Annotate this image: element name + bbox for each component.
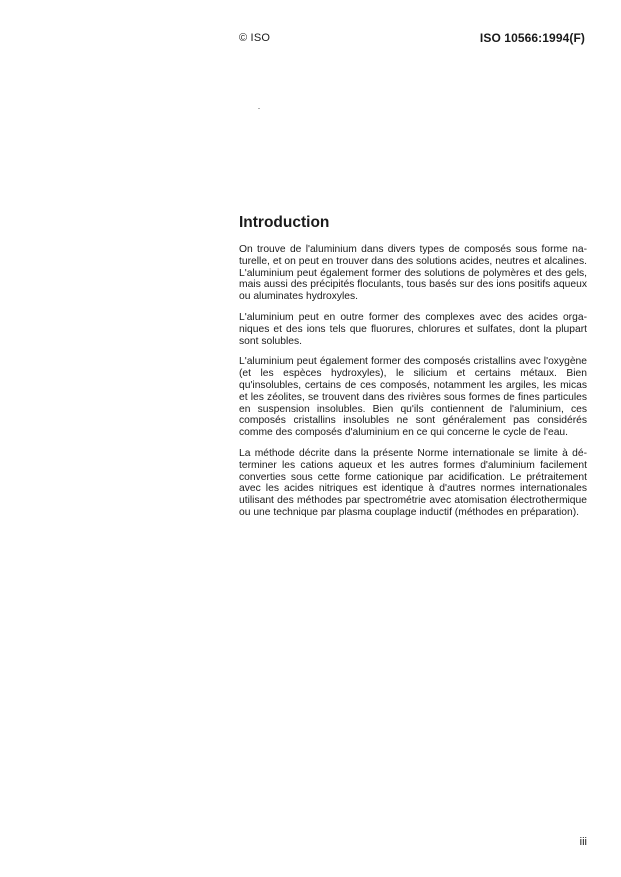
standard-reference: ISO 10566:1994(F)	[479, 31, 585, 45]
page-number: iii	[579, 836, 587, 848]
introduction-body	[239, 244, 587, 528]
section-title: Introduction	[239, 214, 330, 231]
paragraph-3: L'aluminium peut également former des composés cristallins avec l'oxygène (et les espèces hydroxyles), le silicium et certains métaux. Bien qu'insolubles, certains de ces composés, notamment les argiles, les micas et les zéolites, se trouvent dans des rivières sous formes de fines particules en suspension insolubles. Bien qu'ils contiennent de l'aluminium, ces composés cristallins insolubles ne sont généralement pas considérés comme des composés d'aluminium en ce qui concerne le cycle de l'eau.	[239, 356, 587, 439]
paragraph-1: On trouve de l'aluminium dans divers types de composés sous forme naturelle, et on peut en trouver dans des solutions acides, neutres et alcalines. L'aluminium peut également former des solutions de polymères et des gels, mais aussi des précipités floculants, tous basés sur des ions positifs aqueux ou aluminates hydroxyles.	[239, 244, 587, 303]
paragraph-4: La méthode décrite dans la présente Norme internationale se limite à déterminer les cations aqueux et les autres formes d'aluminium facilement converties sous cette forme cationique par acidification. Le prétraitement avec les acides nitriques est identique à d'autres normes internationales utilisant des méthodes par spectrométrie avec atomisation électrothermique ou une technique par plasma couplage inductif (méthodes en préparation).	[239, 447, 587, 518]
scan-speck	[258, 108, 260, 109]
paragraph-2: L'aluminium peut en outre former des complexes avec des acides organiques et des ions tels que fluorures, chlorures et sulfates, dont la plupart sont solubles.	[239, 311, 587, 347]
header-copyright: © ISO	[239, 32, 271, 44]
